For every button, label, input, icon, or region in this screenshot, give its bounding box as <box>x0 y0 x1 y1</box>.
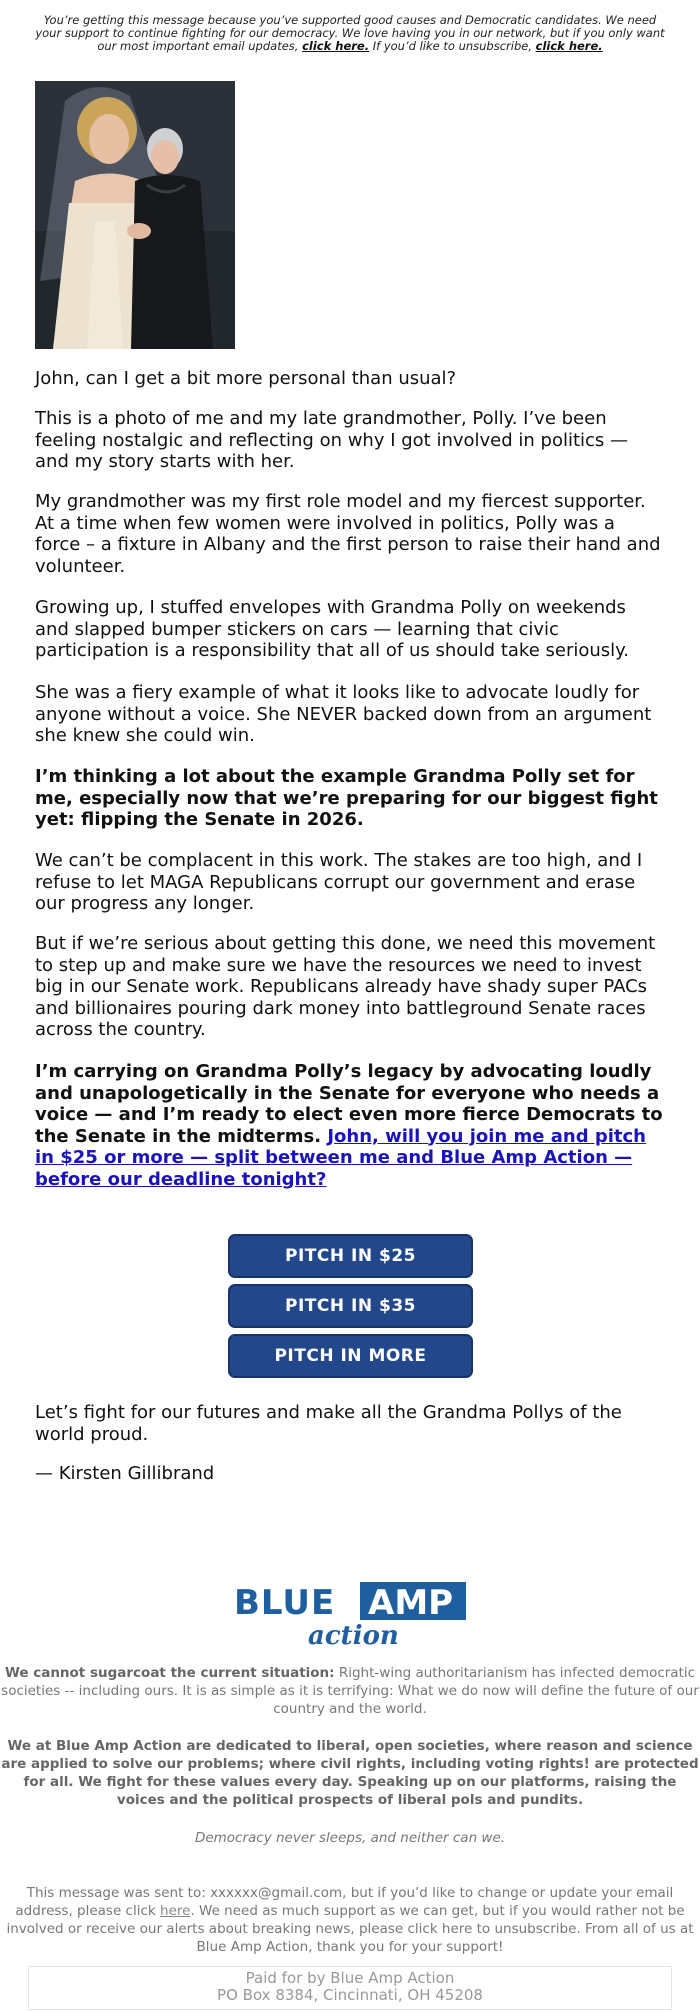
paragraph: My grandmother was my first role model and my fiercest supporter. At a time when few women were involved in politics, Polly was a force – a fixture in Albany and the first person to raise their hand and volunteer. <box>35 491 661 577</box>
preheader-text: You’re getting this message because you’ve supported good causes and Democratic candidates. We need your support to continue fighting for our democracy. We love having you in our network, but if you only want our most important email updates, <box>35 13 665 53</box>
logo-blue-text: BLUE <box>234 1583 336 1623</box>
footer-situation-bold: We cannot sugarcoat the current situation: <box>4 1665 335 1681</box>
footer-tagline: Democracy never sleeps, and neither can we. <box>194 1830 506 1846</box>
paragraph-bold: I’m thinking a lot about the example Grandma Polly set for me, especially now that we’re preparing for our biggest fight yet: flipping the Senate in 2026. <box>35 766 658 830</box>
logo-action-text: action <box>308 1621 399 1648</box>
blue-amp-action-logo <box>234 1578 466 1648</box>
paragraph: But if we’re serious about getting this done, we need this movement to step up and make sure we have the resources we need to invest big in our Senate work. Republicans already have shady super PACs and billionaires pouring dark money into battleground Senate races across the country. <box>35 933 656 1040</box>
pitch-in-25-button[interactable]: PITCH IN $25 <box>228 1234 473 1278</box>
closing-paragraph: Let’s fight for our futures and make all the Grandma Pollys of the world proud. <box>35 1402 622 1445</box>
logo-amp-text: AMP <box>368 1583 454 1623</box>
footer-situation <box>0 1664 700 1718</box>
footer-mission: We at Blue Amp Action are dedicated to liberal, open societies, where reason and science are applied to solve our problems; where civil rights, including voting rights! are protected for all. We fight for these values every day. Speaking up on our platforms, raising the voices and the political prospects of liberal pols and pundits. <box>1 1738 699 1808</box>
footer-email-text: This message was sent to: xxxxxx@gmail.com, but if you’d like to change or update your email address, please click <box>15 1885 674 1919</box>
change-email-link[interactable]: here <box>160 1903 191 1919</box>
update-preferences-link[interactable]: click here. <box>302 39 370 53</box>
paragraph: We can’t be complacent in this work. The stakes are too high, and I refuse to let MAGA Republicans corrupt our government and erase our progress any longer. <box>35 850 643 914</box>
address-line: PO Box 8384, Cincinnati, OH 45208 <box>217 1986 483 2004</box>
ask-text: I’m carrying on Grandma Polly’s legacy by advocating loudly and unapologetically in the Senate for everyone who needs a voice — and I’m ready to elect even more fierce Democrats to the Senate in the midterms. <box>35 1061 663 1147</box>
preheader-text-2: If you’d like to unsubscribe, <box>369 39 536 53</box>
ask-paragraph <box>35 1061 665 1190</box>
donate-ask-link[interactable]: John, will you join me and pitch in $25 or more — split between me and Blue Amp Action — before our deadline tonight? <box>35 1125 646 1190</box>
unsubscribe-link[interactable]: click here. <box>535 39 603 53</box>
paragraph: John, can I get a bit more personal than usual? <box>35 368 457 389</box>
paragraph: This is a photo of me and my late grandmother, Polly. I’ve been feeling nostalgic and reflecting on why I got involved in politics — and my story starts with her. <box>35 408 629 472</box>
signature: — Kirsten Gillibrand <box>35 1463 215 1484</box>
footer-email-notice <box>0 1884 700 1956</box>
paragraph: Growing up, I stuffed envelopes with Grandma Polly on weekends and slapped bumper stickers on cars — learning that civic participation is a responsibility that all of us should take seriously. <box>35 597 629 661</box>
footer-email-text-2: . We need as much support as we can get, but if you would rather not be involved or receive our alerts about breaking news, please click here to unsubscribe. From all of us at Blue Amp Action, thank you for your support! <box>6 1903 694 1955</box>
paid-for-box <box>28 1966 672 2010</box>
footer-situation-text: Right-wing authoritarianism has infected democratic societies -- including ours. It is as simple as it is terrifying: What we do now will define the future of our country and the world. <box>1 1665 699 1717</box>
paid-for-line: Paid for by Blue Amp Action <box>245 1969 455 1987</box>
grandmother-photo <box>35 81 235 349</box>
pitch-in-more-button[interactable]: PITCH IN MORE <box>228 1334 473 1378</box>
pitch-in-35-button[interactable]: PITCH IN $35 <box>228 1284 473 1328</box>
paragraph: She was a fiery example of what it looks like to advocate loudly for anyone without a voice. She NEVER backed down from an argument she knew she could win. <box>35 682 652 746</box>
preheader <box>30 14 670 53</box>
